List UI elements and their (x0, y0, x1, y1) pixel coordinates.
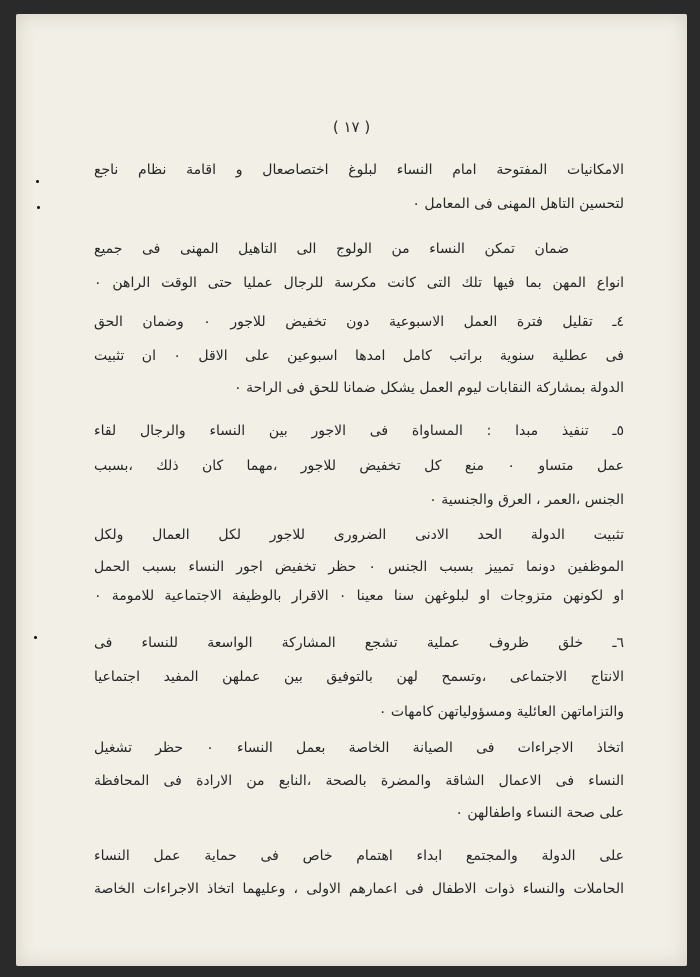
text-line: الموظفين دونما تمييز بسبب الجنس ٠ حظر تخفيض اجور النساء بسبب الحمل (94, 559, 624, 575)
text-line: ٦ـ خلق ظروف عملية تشجع المشاركة الواسعة للنساء فى (94, 635, 624, 651)
page-number: ( ١٧ ) (332, 118, 371, 136)
paper-sheet (16, 14, 687, 966)
margin-mark (37, 206, 40, 209)
text-line: على الدولة والمجتمع ابداء اهتمام خاص فى حماية عمل النساء (94, 848, 624, 864)
text-line: النساء فى الاعمال الشاقة والمضرة بالصحة ،النابع من الارادة فى المحافظة (94, 773, 624, 789)
text-line: الامكانيات المفتوحة امام النساء لبلوغ اختصاصعال و اقامة نظام ناجع (94, 162, 624, 178)
margin-mark (34, 636, 37, 639)
text-line: الحاملات والنساء ذوات الاطفال فى اعمارهم الاولى ، وعليهما اتخاذ الاجراءات الخاصة (94, 881, 624, 897)
text-line: فى عطلية سنوية براتب كامل امدها اسبوعين على الاقل ٠ ان تثبيت (94, 348, 624, 364)
text-line: على صحة النساء واطفالهن ٠ (455, 805, 624, 821)
text-line: ٤ـ تقليل فترة العمل الاسبوعية دون تخفيض للاجور ٠ وضمان الحق (94, 314, 624, 330)
text-line: انواع المهن بما فيها تلك التى كانت مكرسة للرجال عمليا حتى الوقت الراهن ٠ (94, 275, 624, 291)
text-line: ضمان تمكن النساء من الولوج الى التاهيل المهنى فى جميع (94, 241, 569, 257)
text-line: لتحسين التاهل المهنى فى المعامل ٠ (412, 196, 624, 212)
text-line: تثبيت الدولة الحد الادنى الضرورى للاجور لكل العمال ولكل (94, 527, 624, 543)
text-line: الانتاج الاجتماعى ،وتسمح لهن بالتوفيق بين عملهن المفيد اجتماعيا (94, 669, 624, 685)
text-line: اتخاذ الاجراءات فى الصيانة الخاصة بعمل النساء ٠ حظر تشغيل (94, 740, 624, 756)
text-line: والتزاماتهن العائلية ومسؤولياتهن كامهات ٠ (378, 704, 624, 720)
text-line: عمل متساو ٠ منع كل تخفيض للاجور ،مهما كان ذلك ،بسبب (94, 458, 624, 474)
text-line: الدولة بمشاركة النقابات ليوم العمل يشكل ضمانا للحق فى الراحة ٠ (234, 380, 624, 396)
text-line: ٥ـ تنفيذ مبدا : المساواة فى الاجور بين النساء والرجال لقاء (94, 423, 624, 439)
text-line: او لكونهن متزوجات او لبلوغهن سنا معينا ٠ الاقرار بالوظيفة الاجتماعية للامومة ٠ (94, 588, 624, 604)
text-line: الجنس ،العمر ، العرق والجنسية ٠ (429, 492, 624, 508)
margin-mark (36, 180, 39, 183)
